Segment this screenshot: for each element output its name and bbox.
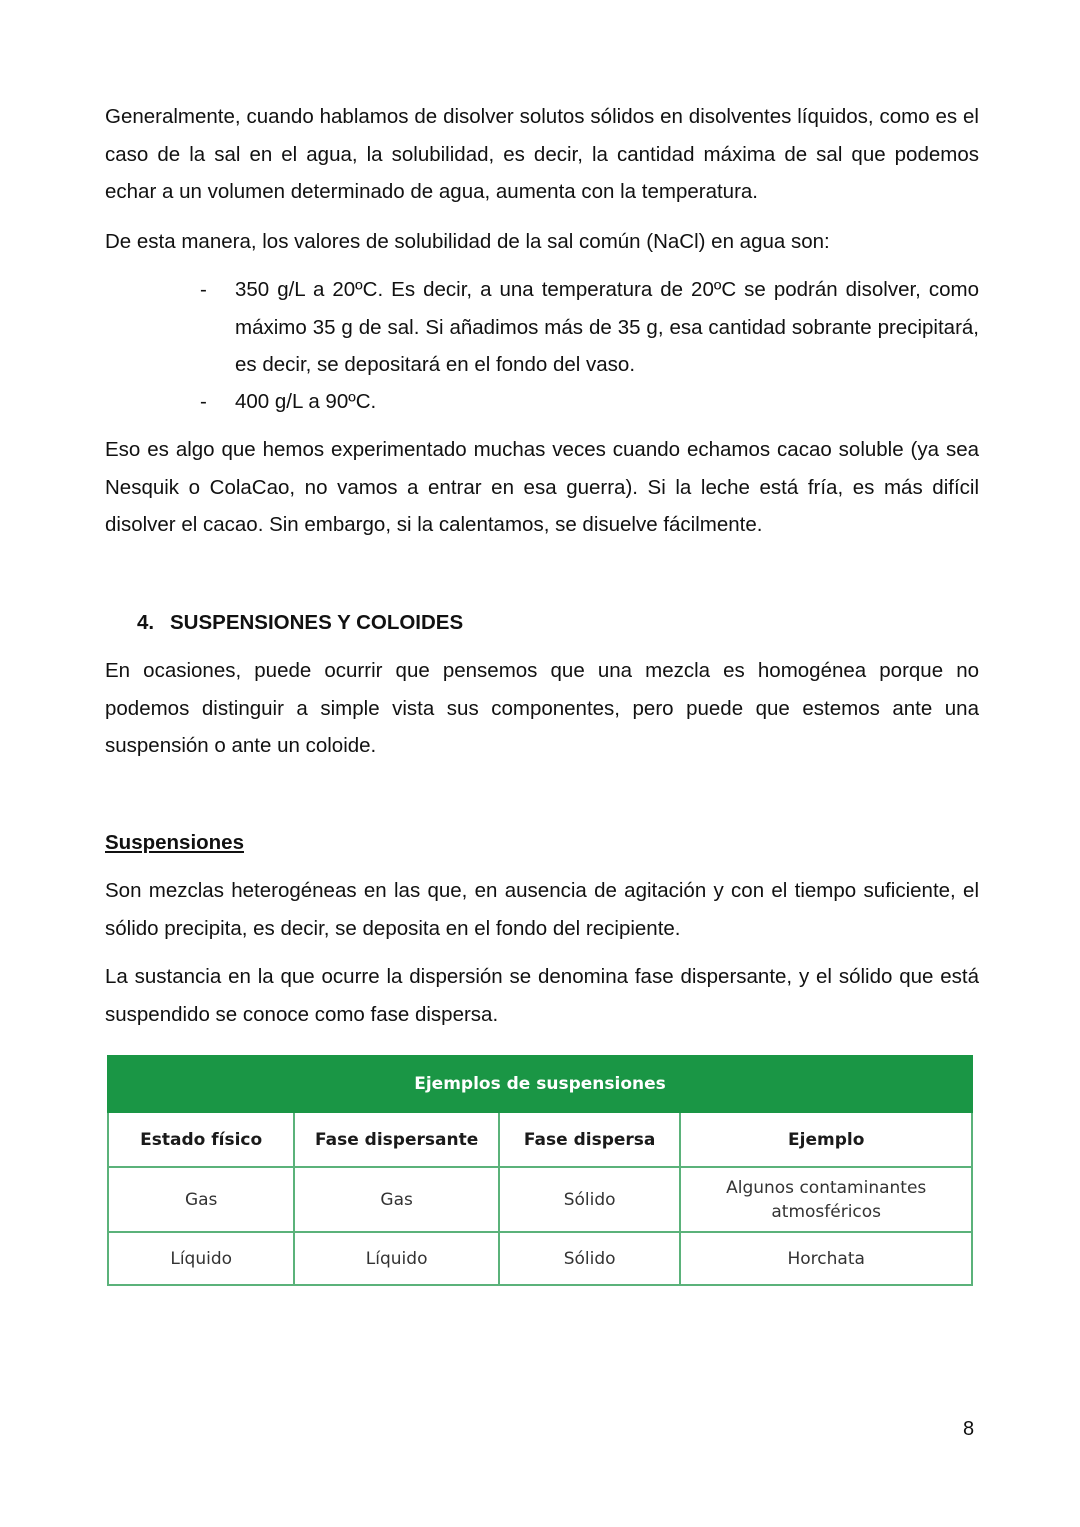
table-cell: Horchata xyxy=(680,1232,972,1285)
table-cell: Gas xyxy=(108,1167,294,1232)
bullet-marker: - xyxy=(200,278,207,301)
paragraph-suspension-intro: En ocasiones, puede ocurrir que pensemos que una mezcla es homogénea porque no podemos distinguir a simple vista sus componentes, pero puede que estemos ante una suspensión o ante un coloide. xyxy=(105,659,979,757)
bullet-marker: - xyxy=(200,390,207,413)
table-row xyxy=(108,1167,972,1232)
table-header-cell: Estado físico xyxy=(108,1112,294,1167)
paragraph-solubility-values: De esta manera, los valores de solubilidad de la sal común (NaCl) en agua son: xyxy=(105,230,830,253)
paragraph-dispersion-phases: La sustancia en la que ocurre la dispersión se denomina fase dispersante, y el sólido que está suspendido se conoce como fase dispersa. xyxy=(105,965,979,1026)
table-row xyxy=(108,1232,972,1285)
bullet-text: 350 g/L a 20ºC. Es decir, a una temperatura de 20ºC se podrán disolver, como máximo 35 g de sal. Si añadimos más de 35 g, esa cantidad sobrante precipitará, es decir, se depositará en el fondo del vaso. xyxy=(235,278,979,376)
section-number: 4. xyxy=(137,611,155,634)
page-number: 8 xyxy=(963,1418,975,1440)
table-cell: Gas xyxy=(294,1167,499,1232)
subheading-suspensiones: Suspensiones xyxy=(105,831,244,854)
bullet-text: 400 g/L a 90ºC. xyxy=(235,390,377,413)
table-cell: Líquido xyxy=(108,1232,294,1285)
paragraph-solubility-intro: Generalmente, cuando hablamos de disolver solutos sólidos en disolventes líquidos, como es el caso de la sal en el agua, la solubilidad, es decir, la cantidad máxima de sal que podemos echar a un volumen determinado de agua, aumenta con la temperatura. xyxy=(105,105,979,203)
paragraph-cacao-example: Eso es algo que hemos experimentado muchas veces cuando echamos cacao soluble (ya sea Nesquik o ColaCao, no vamos a entrar en esa guerra). Si la leche está fría, es más difícil disolver el cacao. Sin embargo, si la calentamos, se disuelve fácilmente. xyxy=(105,438,979,536)
paragraph-suspension-definition: Son mezclas heterogéneas en las que, en ausencia de agitación y con el tiempo suficiente, el sólido precipita, es decir, se deposita en el fondo del recipiente. xyxy=(105,879,979,940)
bullet-item-400 xyxy=(200,383,979,421)
table-cell: Sólido xyxy=(499,1232,680,1285)
table-title: Ejemplos de suspensiones xyxy=(108,1056,972,1112)
suspensions-table xyxy=(107,1055,973,1286)
table-cell: Sólido xyxy=(499,1167,680,1232)
table-cell: Algunos contaminantes atmosféricos xyxy=(680,1167,972,1232)
section-heading xyxy=(137,604,463,641)
table-header-cell: Ejemplo xyxy=(680,1112,972,1167)
table-cell: Líquido xyxy=(294,1232,499,1285)
table-header-cell: Fase dispersa xyxy=(499,1112,680,1167)
section-title: SUSPENSIONES Y COLOIDES xyxy=(170,611,464,634)
suspensions-table-container xyxy=(107,1055,973,1286)
table-header-cell: Fase dispersante xyxy=(294,1112,499,1167)
bullet-item-350 xyxy=(200,271,979,384)
